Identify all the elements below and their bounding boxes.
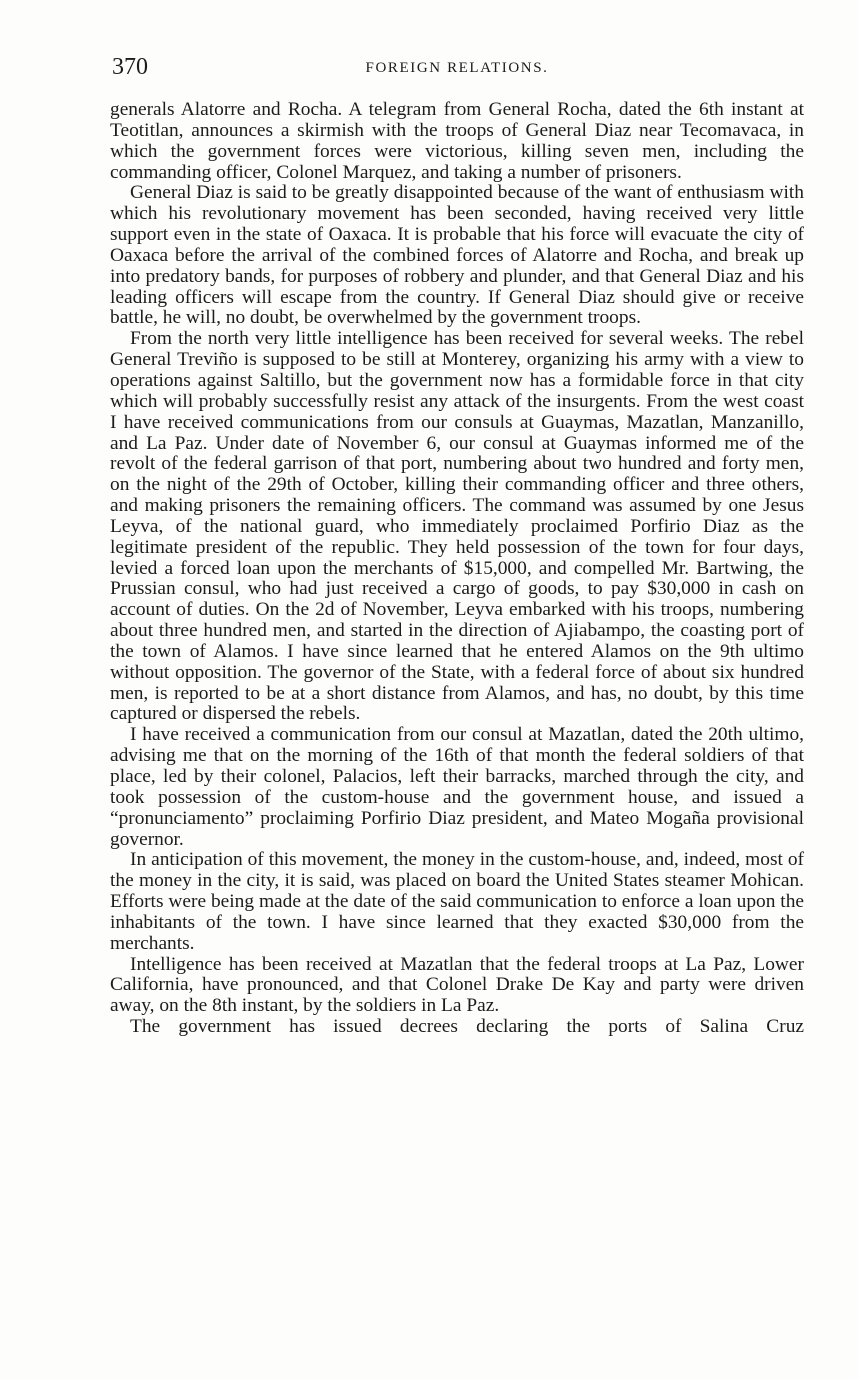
paragraph: In anticipation of this movement, the money in the custom-house, and, indeed, most of the money in the city, it is said, was placed on board the United States steamer Mohican. Efforts were being made at the date of the said communication to enforce a loan upon the inhabitants of the town. I have since learned that they exacted $30,000 from the merchants.	[110, 849, 804, 954]
paragraph: I have received a communication from our consul at Mazatlan, dated the 20th ultimo, advising me that on the morning of the 16th of that month the federal soldiers of that place, led by their colonel, Palacios, left their barracks, marched through the city, and took possession of the custom-house and the government house, and issued a “pronunciamento” proclaiming Porfirio Diaz president, and Mateo Mogaña provisional governor.	[110, 724, 804, 850]
page-header	[112, 52, 802, 82]
paragraph: General Diaz is said to be greatly disappointed because of the want of enthusiasm with which his revolutionary movement has been seconded, having received very little support even in the state of Oaxaca. It is probable that his force will evacuate the city of Oaxaca before the arrival of the combined forces of Alatorre and Rocha, and break up into predatory bands, for purposes of robbery and plunder, and that General Diaz and his leading officers will escape from the country. If General Diaz should give or receive battle, he will, no doubt, be overwhelmed by the government troops.	[110, 182, 804, 329]
paragraph: generals Alatorre and Rocha. A telegram from General Rocha, dated the 6th instant at Teotitlan, announces a skirmish with the troops of General Diaz near Tecomavaca, in which the government forces were victorious, killing seven men, including the commanding officer, Colonel Marquez, and taking a number of prisoners.	[110, 99, 804, 183]
page-number: 370	[112, 54, 148, 80]
paragraph: Intelligence has been received at Mazatlan that the federal troops at La Paz, Lower California, have pronounced, and that Colonel Drake De Kay and party were driven away, on the 8th instant, by the soldiers in La Paz.	[110, 953, 804, 1017]
paragraph: The government has issued decrees declaring the ports of Salina Cruz	[130, 1016, 804, 1038]
paragraph: From the north very little intelligence has been received for several weeks. The rebel General Treviño is supposed to be still at Monterey, organizing his army with a view to operations against Saltillo, but the government now has a formidable force in that city which will probably successfully resist any attack of the insurgents. From the west coast I have received communications from our consuls at Guaymas, Mazatlan, Manzanillo, and La Paz. Under date of November 6, our consul at Guaymas informed me of the revolt of the federal garrison of that port, numbering about two hundred and forty men, on the night of the 29th of October, killing their commanding officer and three others, and making prisoners the remaining officers. The command was assumed by one Jesus Leyva, of the national guard, who immediately proclaimed Porfirio Diaz as the legitimate president of the republic. They held possession of the town for four days, levied a forced loan upon the merchants of $15,000, and compelled Mr. Bartwing, the Prussian consul, who had just received a cargo of goods, to pay $30,000 in cash on account of duties. On the 2d of November, Leyva embarked with his troops, numbering about three hundred men, and started in the direction of Ajiabampo, the coasting port of the town of Alamos. I have since learned that he entered Alamos on the 9th ultimo without opposition. The governor of the State, with a federal force of about six hundred men, is reported to be at a short distance from Alamos, and has, no doubt, by this time captured or dispersed the rebels.	[110, 328, 804, 725]
body-text	[110, 100, 804, 1038]
running-head: FOREIGN RELATIONS.	[365, 60, 549, 76]
